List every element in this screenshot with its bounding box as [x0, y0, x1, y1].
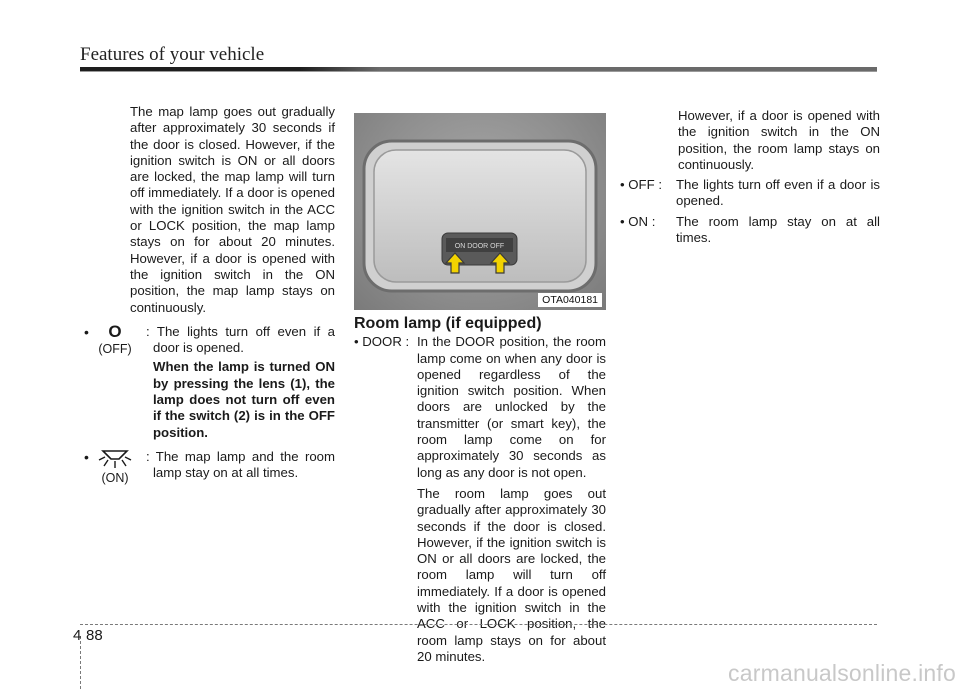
page-header-title: Features of your vehicle — [80, 44, 265, 65]
door-position-item — [354, 334, 606, 665]
room-lamp-column-cont — [620, 108, 880, 246]
chapter-number: 4 — [73, 627, 82, 644]
room-off-item — [620, 177, 880, 210]
off-lead: • OFF : — [620, 177, 662, 193]
map-lamp-off-text: : The lights turn off even if a door is opened. — [146, 323, 335, 356]
room-lamp-continued: However, if a door is opened with the ignition switch in the ON position, the room lamp stays on continuously. — [678, 108, 880, 172]
figure-label: OTA040181 — [538, 293, 602, 307]
map-lamp-off-symbol — [84, 321, 146, 441]
on-text: The room lamp stay on at all times. — [676, 213, 880, 246]
map-lamp-on-symbol — [84, 449, 146, 486]
bullet: • — [84, 323, 89, 340]
switch-label: ON DOOR OFF — [454, 243, 505, 250]
watermark: carmanualsonline.info — [728, 660, 956, 686]
door-text-continued: The room lamp goes out gradually after approximately 30 seconds if the door is closed. However, if the ignition switch is ON or all doors are locked, the room lamp will turn off immediately. If a door is opened with the ignition switch in the ACC or LOCK position, the room lamp stays on for about 20 minutes. — [417, 485, 606, 664]
map-lamp-on-text: : The map lamp and the room lamp stay on at all times. — [146, 448, 335, 481]
on-lead: • ON : — [620, 213, 656, 229]
room-on-item — [620, 214, 880, 247]
on-caption: (ON) — [101, 470, 129, 485]
map-lamp-off-item — [84, 321, 335, 441]
room-lamp-photo — [354, 113, 606, 310]
room-lamp-illustration — [354, 113, 606, 310]
bullet: • — [84, 448, 89, 465]
map-lamp-on-icon — [95, 449, 135, 469]
map-lamp-warning: When the lamp is turned ON by pressing the lens (1), the lamp does not turn off even if the switch (2) is in the OFF position. — [153, 359, 335, 440]
off-text: The lights turn off even if a door is opened. — [676, 177, 880, 209]
door-text: In the DOOR position, the room lamp come on when any door is opened regardless of the ignition switch position. When doors are unlocked by the transmitter (or smart key), the room lamp come on for approximately 30 seconds as long as any door is not open. — [417, 334, 606, 480]
room-lamp-heading: Room lamp (if equipped) — [354, 315, 542, 332]
map-lamp-column — [84, 104, 335, 486]
map-lamp-intro: The map lamp goes out gradually after approximately 30 seconds if the door is closed. However, if the ignition switch is ON or all doors are locked, the map lamp will turn off immediately. If a door is opened with the ignition switch in the ACC or LOCK position, the map lamp stays on for about 20 minutes. However, if a door is opened with the ignition switch in the ON position, the map lamp stays on continuously. — [130, 104, 335, 315]
room-lamp-column — [354, 316, 606, 665]
map-lamp-on-item — [84, 448, 335, 486]
off-caption: (OFF) — [98, 341, 132, 356]
header-rule-underline — [80, 71, 877, 72]
off-o-icon: O — [108, 321, 122, 341]
door-lead: • DOOR : — [354, 334, 410, 350]
page-number: 88 — [86, 627, 103, 644]
footer-rule — [80, 624, 877, 625]
